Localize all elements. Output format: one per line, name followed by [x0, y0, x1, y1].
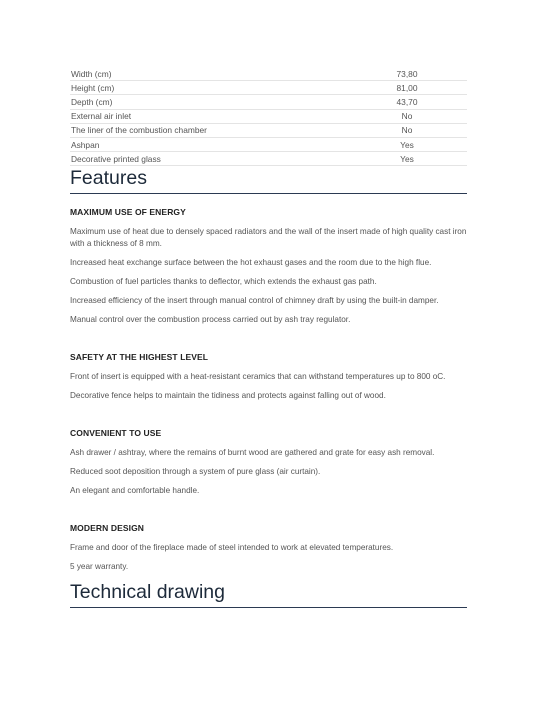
feature-group-heading: MODERN DESIGN: [70, 523, 145, 534]
table-row: [70, 109, 467, 123]
features-heading: Features: [70, 166, 467, 194]
feature-paragraph: Decorative fence helps to maintain the tidiness and protects against falling out of wood.: [70, 391, 386, 401]
table-row: [70, 95, 467, 109]
feature-paragraph: Increased heat exchange surface between the hot exhaust gases and the room due to the high flue.: [70, 258, 432, 268]
table-row: [70, 67, 467, 81]
spec-label: The liner of the combustion chamber: [70, 123, 367, 137]
feature-paragraph: Increased efficiency of the insert through manual control of chimney draft by using the built-in damper.: [70, 296, 439, 306]
spec-label: Depth (cm): [70, 95, 367, 109]
spec-value: 43,70: [367, 95, 467, 109]
spec-label: External air inlet: [70, 109, 367, 123]
spec-value: No: [367, 109, 467, 123]
feature-group-design: [70, 523, 467, 573]
spec-value: Yes: [367, 137, 467, 151]
spec-label: Decorative printed glass: [70, 152, 367, 166]
spec-label: Width (cm): [70, 67, 367, 81]
spec-value: No: [367, 123, 467, 137]
feature-group-heading: SAFETY AT THE HIGHEST LEVEL: [70, 352, 209, 363]
feature-group-convenience: [70, 428, 467, 497]
table-row: [70, 137, 467, 151]
feature-paragraph: Front of insert is equipped with a heat-resistant ceramics that can withstand temperatures up to 800 oC.: [70, 372, 446, 382]
product-details: [70, 67, 467, 608]
table-row: [70, 81, 467, 95]
feature-group-heading: CONVENIENT TO USE: [70, 428, 162, 439]
spec-label: Ashpan: [70, 137, 367, 151]
feature-paragraph: Combustion of fuel particles thanks to deflector, which extends the exhaust gas path.: [70, 277, 377, 287]
feature-paragraph: Manual control over the combustion process carried out by ash tray regulator.: [70, 315, 351, 325]
feature-paragraph: Maximum use of heat due to densely spaced radiators and the wall of the insert made of high quality cast iron with a thickness of 8 mm.: [70, 227, 467, 249]
feature-group-safety: [70, 352, 467, 402]
table-row: [70, 152, 467, 166]
feature-paragraph: Reduced soot deposition through a system of pure glass (air curtain).: [70, 467, 321, 477]
technical-drawing-heading: Technical drawing: [70, 580, 467, 608]
spec-value: Yes: [367, 152, 467, 166]
feature-paragraph: 5 year warranty.: [70, 562, 129, 572]
spec-value: 81,00: [367, 81, 467, 95]
spec-value: 73,80: [367, 67, 467, 81]
table-row: [70, 123, 467, 137]
feature-group-heading: MAXIMUM USE OF ENERGY: [70, 207, 186, 218]
feature-paragraph: Frame and door of the fireplace made of steel intended to work at elevated temperatures.: [70, 543, 394, 553]
feature-paragraph: Ash drawer / ashtray, where the remains of burnt wood are gathered and grate for easy ash removal.: [70, 448, 435, 458]
feature-paragraph: An elegant and comfortable handle.: [70, 486, 200, 496]
specs-table: [70, 67, 467, 166]
feature-group-energy: [70, 207, 467, 326]
spec-label: Height (cm): [70, 81, 367, 95]
